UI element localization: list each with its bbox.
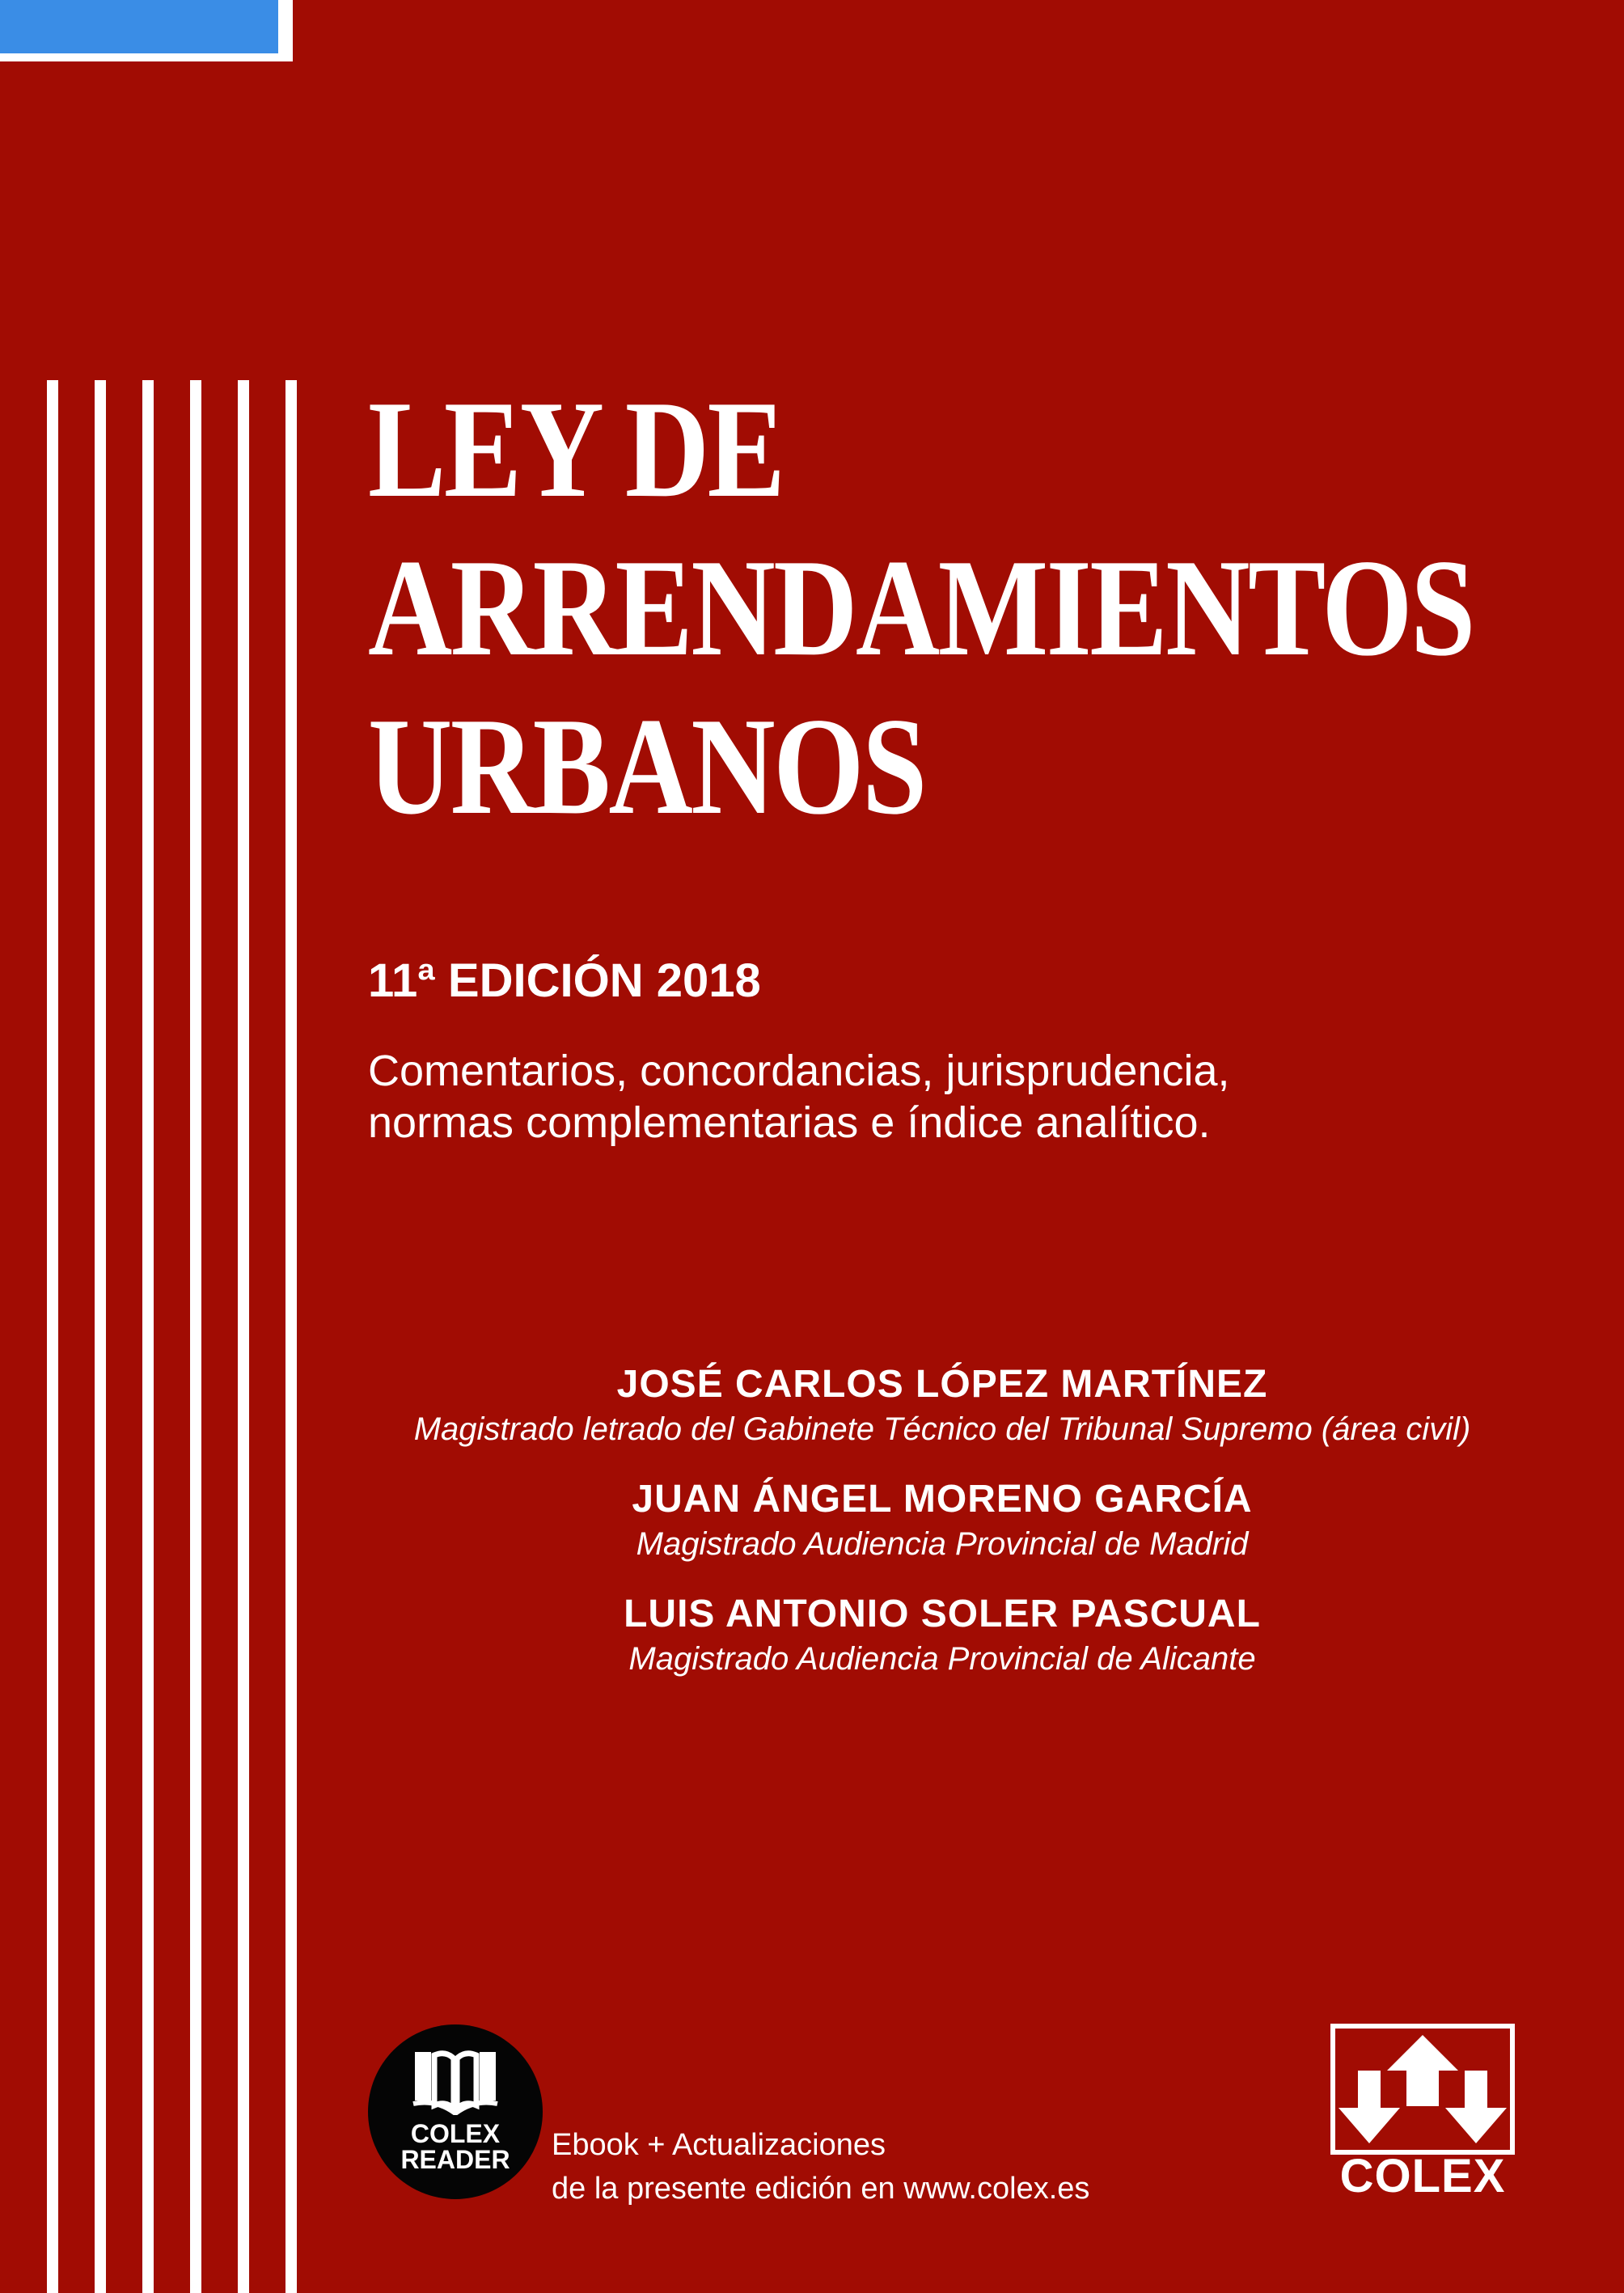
- promo-line: de la presente edición en www.colex.es: [552, 2172, 1090, 2206]
- subtitle-line: Comentarios, concordancias, jurisprudencia,: [368, 1047, 1230, 1095]
- stripe: [95, 380, 106, 2293]
- ebook-promo: [552, 2123, 1089, 2211]
- title-line: URBANOS: [368, 690, 925, 844]
- author-entry: [356, 1475, 1529, 1564]
- stripe: [142, 380, 154, 2293]
- colex-reader-badge: [368, 2024, 543, 2199]
- badge-line: COLEX: [410, 2119, 501, 2148]
- promo-line: Ebook + Actualizaciones: [552, 2128, 886, 2162]
- publisher-name: COLEX: [1339, 2150, 1506, 2202]
- stripe: [47, 380, 58, 2293]
- subtitle-line: normas complementarias e índice analítico.: [368, 1098, 1211, 1147]
- arrows-logo-icon: [1335, 2029, 1510, 2150]
- badge-line: READER: [400, 2145, 510, 2174]
- stripe: [285, 380, 297, 2293]
- author-name: JOSÉ CARLOS LÓPEZ MARTÍNEZ: [616, 1363, 1268, 1406]
- author-role: Magistrado Audiencia Provincial de Madrid: [636, 1526, 1249, 1562]
- edition-label: 11ª EDICIÓN 2018: [368, 954, 761, 1007]
- author-name: JUAN ÁNGEL MORENO GARCÍA: [632, 1478, 1253, 1521]
- author-entry: [356, 1590, 1529, 1679]
- author-role: Magistrado letrado del Gabinete Técnico del Tribunal Supremo (área civil): [413, 1411, 1471, 1447]
- authors-list: [356, 1360, 1529, 1705]
- corner-tab: [0, 0, 293, 61]
- author-entry: [356, 1360, 1529, 1449]
- author-name: LUIS ANTONIO SOLER PASCUAL: [624, 1593, 1261, 1635]
- author-role: Magistrado Audiencia Provincial de Alicante: [628, 1641, 1256, 1677]
- open-book-icon: [408, 2049, 502, 2115]
- stripe: [190, 380, 201, 2293]
- book-title: [368, 370, 1474, 846]
- title-line: ARRENDAMIENTOS: [368, 531, 1474, 685]
- subtitle: [368, 1045, 1230, 1149]
- publisher-logo: [1330, 2024, 1515, 2202]
- stripe: [238, 380, 249, 2293]
- title-line: LEY DE: [368, 373, 784, 527]
